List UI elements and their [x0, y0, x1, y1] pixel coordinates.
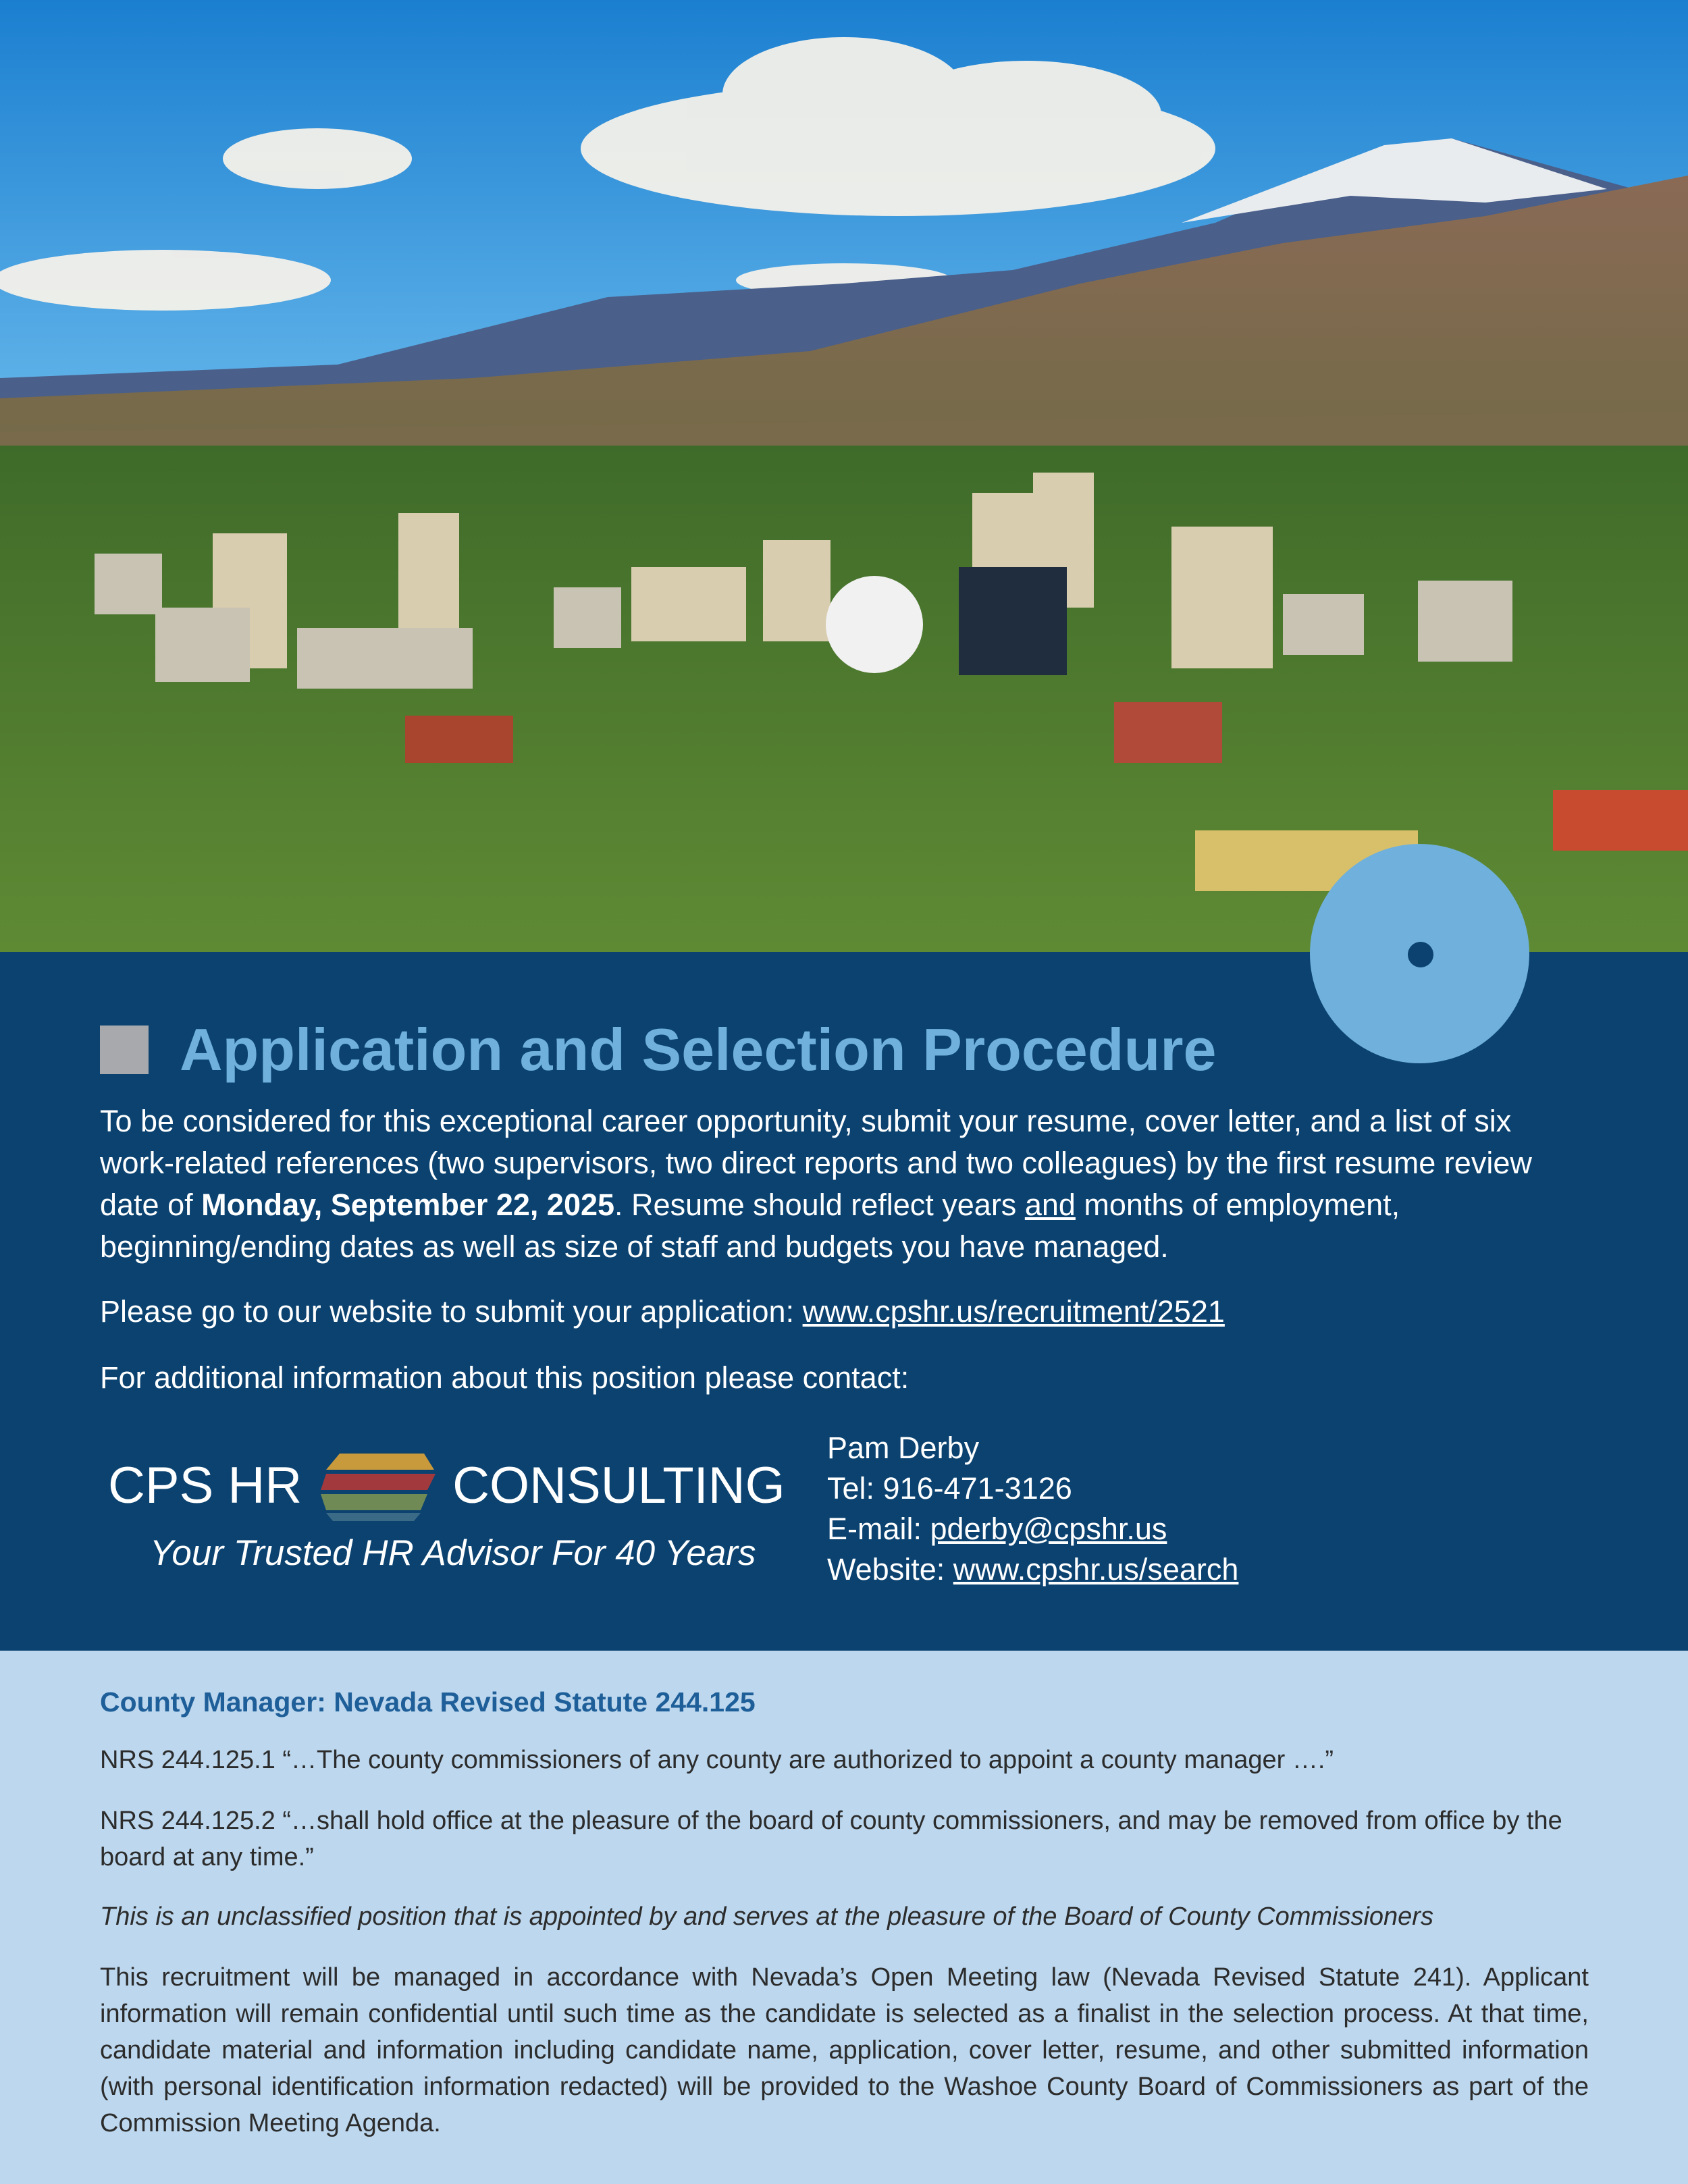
logo-wordmark — [108, 1445, 785, 1526]
review-date: Monday, September 22, 2025 — [201, 1188, 615, 1222]
instructions-text-b: . Resume should reflect years — [614, 1188, 1025, 1222]
instructions-text-a: To be considered for this exceptional career opportunity, submit your resume, cover letter, and a list of six work-related references (two supervisors, two direct reports and two colleagues) by the first resume review date of — [100, 1104, 1532, 1222]
website-instruction — [100, 1291, 1552, 1333]
and-emphasis: and — [1024, 1188, 1076, 1222]
contact-website-row — [827, 1549, 1238, 1590]
unclassified-note: This is an unclassified position that is appointed by and serves at the pleasure of the Board of County Commissioners — [100, 1902, 1433, 1931]
hero-photo — [0, 0, 1688, 952]
website-link[interactable]: www.cpshr.us/search — [953, 1552, 1239, 1587]
contact-block — [827, 1428, 1238, 1590]
website-label: Website: — [827, 1552, 953, 1587]
statute-paragraph-1: NRS 244.125.1 “…The county commissioners of any county are authorized to appoint a county manager ….” — [100, 1746, 1334, 1774]
recruitment-link[interactable]: www.cpshr.us/recruitment/2521 — [802, 1294, 1225, 1329]
statute-paragraph-2: NRS 244.125.2 “…shall hold office at the pleasure of the board of county commissioners, and may be removed from office by the board at any time.” — [100, 1807, 1562, 1871]
decorative-circle-icon — [1310, 844, 1529, 1063]
contact-name: Pam Derby — [827, 1431, 980, 1465]
logo-stripes-icon — [319, 1448, 438, 1522]
email-label: E-mail: — [827, 1512, 930, 1546]
logo-text-left: CPS HR — [108, 1456, 302, 1514]
open-meeting-paragraph: This recruitment will be managed in accordance with Nevada’s Open Meeting law (Nevada Revised Statute 241). Applicant information will remain confidential until such time as the candidate is selected as a finalist in the selection process. At that time, candidate material and information including candidate name, application, cover letter, resume, and other submitted information (with personal identification information redacted) will be provided to the Washoe County Board of Commissioners as part of the Commission Meeting Agenda. — [100, 1963, 1589, 2137]
cps-hr-logo — [108, 1445, 785, 1593]
application-heading-row — [100, 1013, 1216, 1087]
city-skyline-image — [0, 0, 1688, 952]
logo-text-right: CONSULTING — [452, 1456, 785, 1514]
statute-heading: County Manager: Nevada Revised Statute 244.125 — [100, 1686, 756, 1717]
circle-dot — [1408, 942, 1433, 967]
contact-email-row — [827, 1509, 1238, 1549]
email-link[interactable]: pderby@cpshr.us — [930, 1512, 1167, 1546]
website-instruction-text: Please go to our website to submit your application: — [100, 1294, 803, 1329]
square-bullet-icon — [100, 1026, 149, 1074]
contact-tel: Tel: 916-471-3126 — [827, 1471, 1072, 1506]
application-instructions — [100, 1100, 1552, 1268]
instructions-text-c: months of employment, beginning/ending dates as well as size of staff and budgets you have managed. — [100, 1188, 1400, 1264]
application-heading: Application and Selection Procedure — [180, 1016, 1217, 1083]
logo-tagline: Your Trusted HR Advisor For 40 Years — [150, 1533, 756, 1573]
contact-intro: For additional information about this position please contact: — [100, 1360, 909, 1395]
